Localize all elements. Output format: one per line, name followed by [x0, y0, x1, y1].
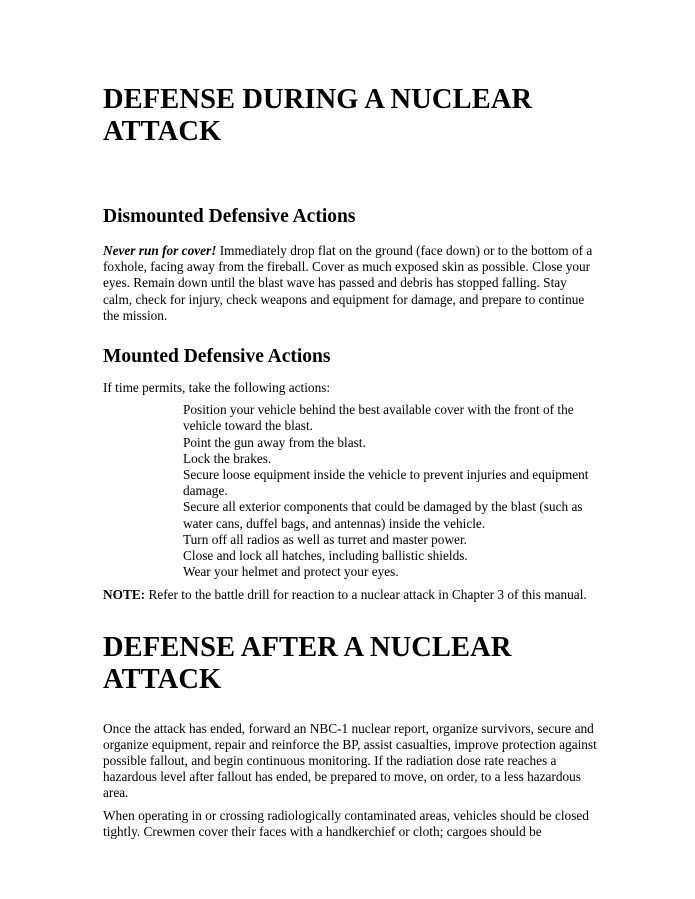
- page-content: [103, 84, 598, 840]
- list-item: Lock the brakes.: [183, 450, 272, 466]
- paragraph-after-attack-1: Once the attack has ended, forward an NBC-1 nuclear report, organize survivors, secure and organize equipment, repair and reinforce the BP, assist casualties, improve protection against possible fallout, and begin continuous monitoring. If the radiation dose rate reaches a hazardous level after fallout has ended, be prepared to move, on order, to a less hazardous area.: [103, 720, 597, 801]
- mounted-actions-list: [103, 402, 598, 580]
- list-item: Wear your helmet and protect your eyes.: [183, 564, 399, 580]
- section-title-defense-during: DEFENSE DURING A NUCLEAR ATTACK: [103, 84, 533, 147]
- list-item: Position your vehicle behind the best available cover with the front of the vehicle toward the blast.: [183, 402, 574, 434]
- list-item: Close and lock all hatches, including ballistic shields.: [183, 548, 468, 564]
- lead-never-run: Never run for cover!: [103, 243, 217, 258]
- list-item: Secure all exterior components that could be damaged by the blast (such as water cans, duffel bags, and antennas) inside the vehicle.: [183, 499, 583, 531]
- note-text: Refer to the battle drill for reaction to a nuclear attack in Chapter 3 of this manual.: [145, 587, 587, 603]
- paragraph-dismounted: [103, 243, 598, 324]
- list-item: Turn off all radios as well as turret and master power.: [183, 531, 467, 547]
- section-title-defense-after: DEFENSE AFTER A NUCLEAR ATTACK: [103, 631, 512, 695]
- heading-dismounted-actions: Dismounted Defensive Actions: [103, 206, 356, 227]
- list-item: Point the gun away from the blast.: [183, 434, 366, 450]
- paragraph-mounted-intro: If time permits, take the following actions:: [103, 380, 331, 396]
- paragraph-after-attack-2: When operating in or crossing radiologically contaminated areas, vehicles should be closed tightly. Crewmen cover their faces with a handkerchief or cloth; cargoes should be: [103, 807, 589, 839]
- heading-mounted-actions: Mounted Defensive Actions: [103, 346, 331, 368]
- dismounted-body-text: Immediately drop flat on the ground (face down) or to the bottom of a foxhole, facing away from the fireball. Cover as much exposed skin as possible. Close your eyes. Remain down until the blast wave has passed and debris has stopped falling. Stay calm, check for injury, check weapons and equipment for damage, and prepare to continue the mission.: [103, 243, 593, 323]
- note-paragraph: [103, 587, 598, 603]
- list-item: Secure loose equipment inside the vehicle to prevent injuries and equipment damage.: [183, 467, 589, 499]
- note-label: NOTE:: [103, 587, 146, 603]
